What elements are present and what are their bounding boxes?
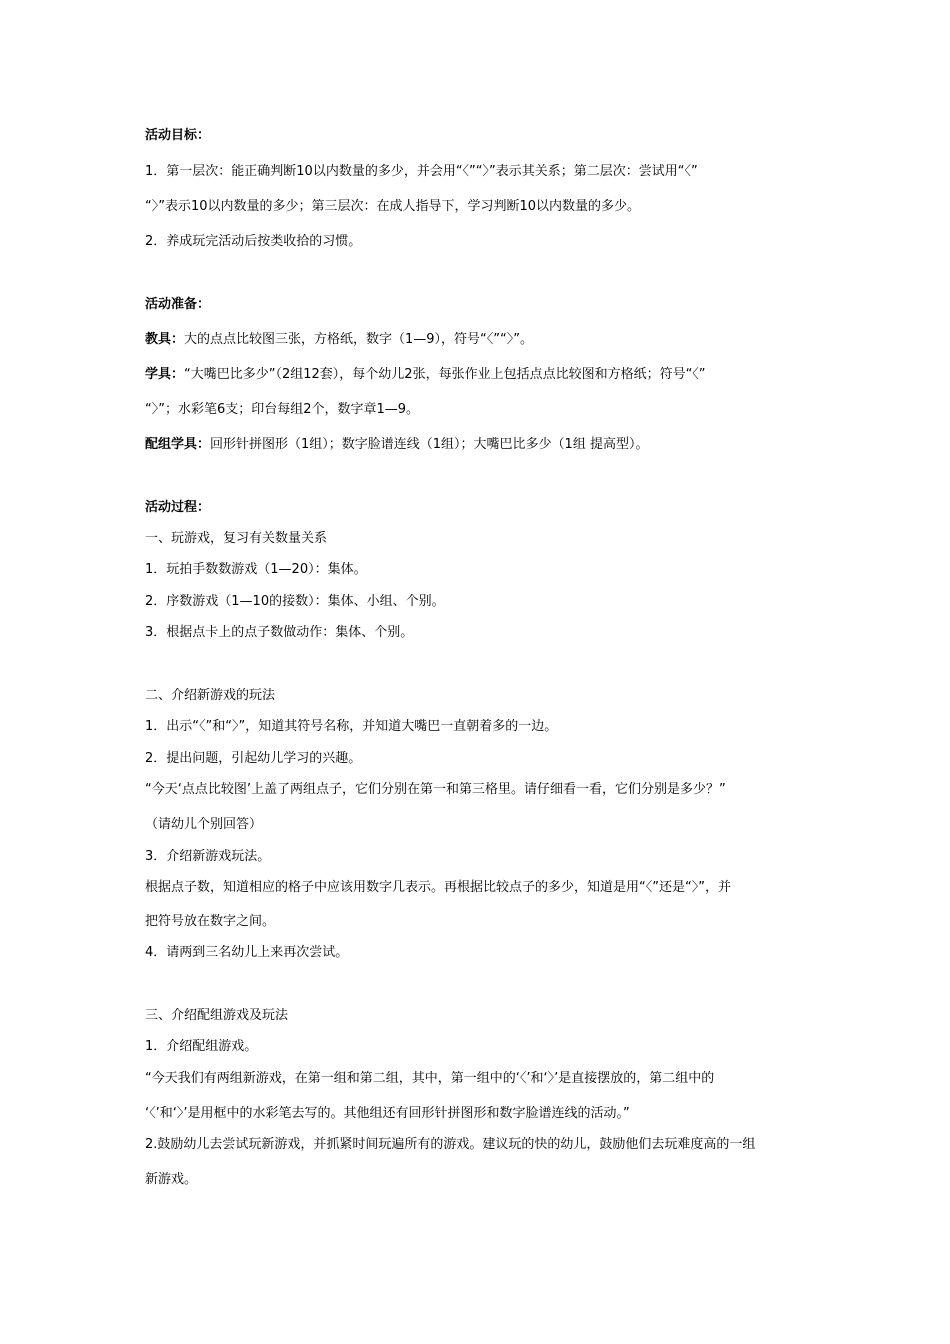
prep-group-aids: [145, 436, 648, 454]
section-2-item-4: 4．请两到三名幼儿上来再次尝试。: [145, 945, 349, 960]
group-aids-text: 回形针拼图形（1组）；数字脸谱连线（1组）；大嘴巴比多少（1组 提高型）。: [210, 437, 649, 452]
section-1-item-3: 3．根据点卡上的点子数做动作：集体、个别。: [145, 625, 414, 640]
section-1-title: 一、玩游戏，复习有关数量关系: [145, 531, 328, 546]
section-3-item-1: 1．介绍配组游戏。: [145, 1039, 258, 1054]
teaching-aids-label: 教具：: [145, 332, 185, 347]
goal-item-1-line2: “〉”表示10以内数量的多少；第三层次：在成人指导下，学习判断10以内数量的多少。: [145, 199, 641, 214]
section-2-title: 二、介绍新游戏的玩法: [145, 688, 276, 703]
goal-item-1-line1: 1．第一层次：能正确判断10以内数量的多少，并会用“〈”“〉”表示其关系；第二层次：尝试用“〈”: [145, 164, 698, 179]
section-2-item-3: 3．介绍新游戏玩法。: [145, 849, 271, 864]
section-3-title: 三、介绍配组游戏及玩法: [145, 1008, 289, 1023]
section-2-quote: “今天‘点点比较图’上盖了两组点子，它们分别在第一和第三格里。请仔细看一看，它们分别是多少？”: [145, 782, 726, 797]
section-1-item-2: 2．序数游戏（1—10的接数）：集体、小组、个别。: [145, 594, 445, 609]
process-heading: 活动过程：: [145, 500, 211, 515]
learning-aids-text: “大嘴巴比多少”（2组12套），每个幼儿2张，每张作业上包括点点比较图和方格纸；符号“〈”: [184, 367, 706, 382]
section-1-item-1: 1．玩拍手数数游戏（1—20）：集体。: [145, 562, 367, 577]
section-2-item-1: 1．出示“〈”和“〉”，知道其符号名称，并知道大嘴巴一直朝着多的一边。: [145, 719, 558, 734]
learning-aids-label: 学具：: [145, 367, 185, 382]
section-2-note: （请幼儿个别回答）: [145, 817, 263, 832]
learning-aids-line2: “〉”；水彩笔6支；印台每组2个，数字章1—9。: [145, 402, 420, 417]
prep-heading: 活动准备：: [145, 297, 211, 312]
section-2-item-2: 2．提出问题，引起幼儿学习的兴趣。: [145, 751, 362, 766]
group-aids-label: 配组学具：: [145, 437, 211, 452]
prep-teaching-aids: [145, 331, 533, 349]
section-2-paragraph-line1: 根据点子数，知道相应的格子中应该用数字几表示。再根据比较点子的多少，知道是用“〈”还是“〉”，并: [145, 880, 731, 895]
goals-heading: 活动目标：: [145, 128, 211, 143]
section-3-quote-line2: ‘〈’和‘〉’是用框中的水彩笔去写的。其他组还有回形针拼图形和数字脸谱连线的活动。”: [145, 1106, 630, 1121]
section-3-item-2-line1: 2.鼓励幼儿去尝试玩新游戏，并抓紧时间玩遍所有的游戏。建议玩的快的幼儿，鼓励他们去玩难度高的一组: [145, 1137, 756, 1152]
teaching-aids-text: 大的点点比较图三张，方格纸，数字（1—9），符号“〈”“〉”。: [184, 332, 533, 347]
section-3-quote-line1: “今天我们有两组新游戏，在第一组和第二组，其中，第一组中的‘〈’和‘〉’是直接摆放的，第二组中的: [145, 1071, 715, 1086]
section-2-paragraph-line2: 把符号放在数字之间。: [145, 914, 276, 929]
section-3-item-2-line2: 新游戏。: [145, 1172, 198, 1187]
prep-learning-aids: [145, 366, 706, 384]
goal-item-2: 2．养成玩完活动后按类收拾的习惯。: [145, 234, 362, 249]
